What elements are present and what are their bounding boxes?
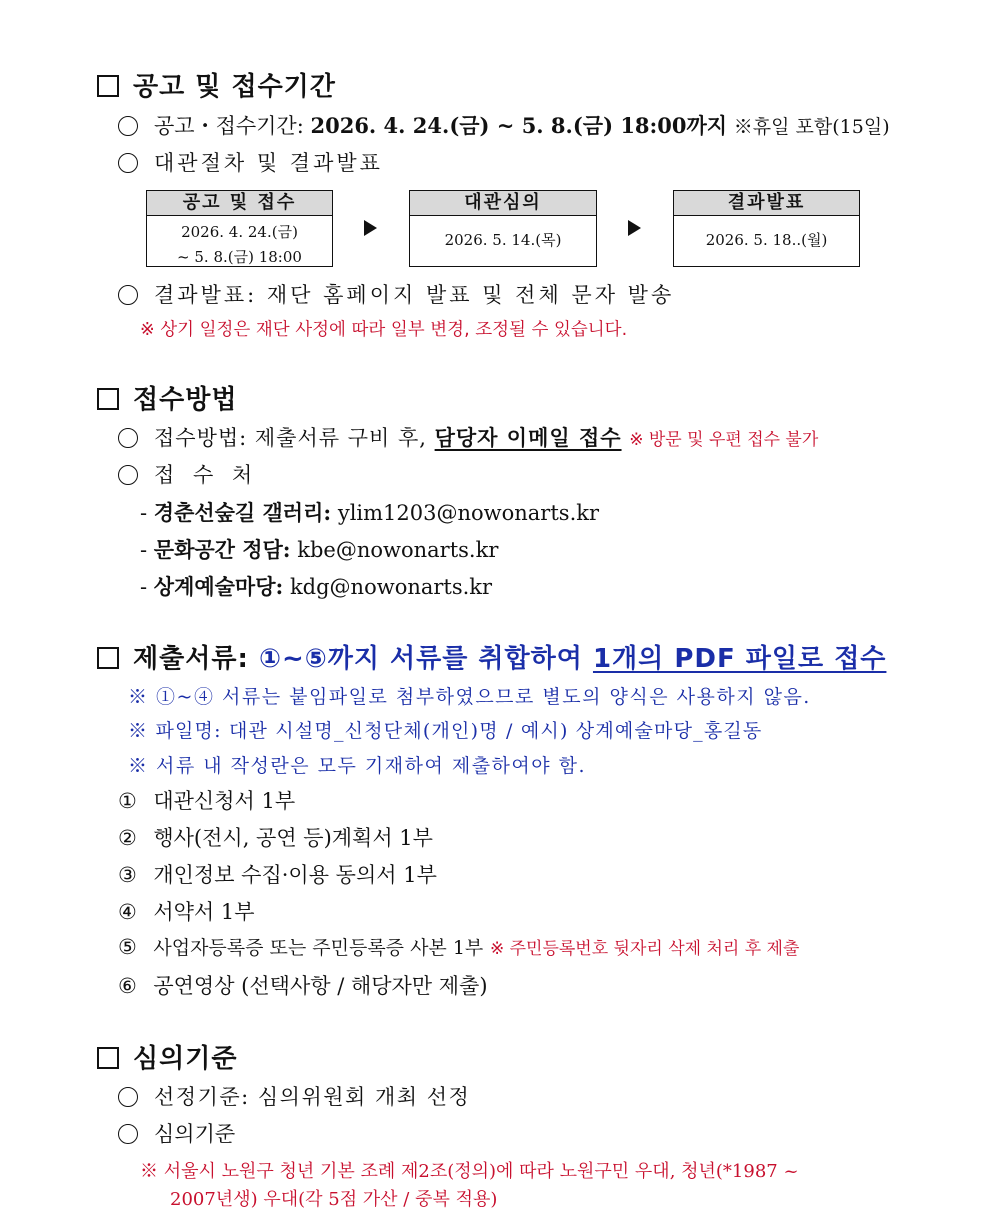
doc-text: 사업자등록증 또는 주민등록증 사본 1부 [153,937,484,959]
recipient-email[interactable]: kbe@nowonarts.kr [297,538,499,562]
section-heading-criteria [97,1038,237,1075]
arrow-right-icon [364,220,377,236]
section-heading-documents [97,638,886,675]
circle-bullet-icon [118,116,138,136]
recipient-name: 경춘선숲길 갤러리: [153,500,332,525]
circle-bullet-icon [118,153,138,173]
period-label: 공고・접수기간: [154,114,304,138]
doc-number: ⑤ [118,935,137,959]
flow-box-title: 대관심의 [410,191,596,216]
method-emphasis: 담당자 이메일 접수 [434,425,622,450]
doc-number: ⑥ [118,974,137,998]
circle-bullet-icon [118,1124,138,1144]
period-line [118,110,890,140]
recipient-item: - 문화공간 정담: kbe@nowonarts.kr [140,537,499,562]
checkbox-square-icon [97,647,119,669]
doc-item [118,933,799,960]
flow-box-date: 2026. 5. 18..(월) [705,231,828,249]
recipient-name: 문화공간 정담: [153,537,291,562]
recipient-item: - 경춘선숲길 갤러리: ylim1203@nowonarts.kr [140,500,600,525]
flow-box-date: 2026. 5. 14.(목) [444,231,562,249]
doc-item [118,822,433,852]
circle-bullet-icon [118,428,138,448]
doc-note: ※ ①~④ 서류는 붙임파일로 첨부하였으므로 별도의 양식은 사용하지 않음. [128,686,811,708]
section-title: 제출서류: [133,644,249,674]
criteria-note-cont: 2007년생) 우대(각 5점 가산 / 중복 적용) [170,1189,498,1210]
doc-item [118,859,437,889]
section-title: 심의기준 [133,1044,238,1074]
doc-text: 서약서 1부 [153,900,255,924]
result-text: 결과발표: 재단 홈페이지 발표 및 전체 문자 발송 [154,283,675,307]
doc-item [118,970,488,1000]
method-label: 접수방법: 제출서류 구비 후, [154,426,427,450]
recipients-line [118,459,258,489]
doc-number: ② [118,826,137,850]
doc-text: 개인정보 수집·이용 동의서 1부 [153,863,437,887]
section-heading-period [97,66,336,103]
checkbox-square-icon [97,75,119,97]
process-label: 대관절차 및 결과발표 [154,151,383,175]
checkbox-square-icon [97,1047,119,1069]
period-value: 2026. 4. 24.(금) ~ 5. 8.(금) 18:00까지 [310,113,728,138]
circle-bullet-icon [118,1087,138,1107]
schedule-note: ※ 상기 일정은 재단 사정에 따라 일부 변경, 조정될 수 있습니다. [140,320,628,340]
method-note: ※ 방문 및 우편 접수 불가 [629,430,819,450]
method-line [118,422,818,452]
criteria-text: 선정기준: 심의위원회 개최 선정 [154,1085,471,1109]
flow-box-announce [146,190,333,267]
doc-note-red: ※ 주민등록번호 뒷자리 삭제 처리 후 제출 [489,939,800,959]
period-note: ※휴일 포함(15일) [733,116,890,138]
criteria-text: 심의기준 [154,1122,236,1146]
flow-box-result [673,190,860,267]
recipient-name: 상계예술마당: [153,574,284,599]
doc-text: 대관신청서 1부 [153,789,296,813]
criteria-line [118,1118,235,1148]
section-title: 접수방법 [133,385,238,415]
recipient-item: - 상계예술마당: kdg@nowonarts.kr [140,574,493,599]
flow-box-date-start: 2026. 4. 24.(금) [181,223,298,241]
doc-number: ④ [118,900,137,924]
flow-box-title: 공고 및 접수 [147,191,332,216]
recipients-label: 접 수 처 [154,463,259,487]
circle-bullet-icon [118,285,138,305]
recipient-email[interactable]: kdg@nowonarts.kr [289,575,493,599]
criteria-note: ※ 서울시 노원구 청년 기본 조례 제2조(정의)에 따라 노원구민 우대, 청년(*1987 ~ [140,1161,799,1182]
flow-box-review [409,190,597,267]
result-line [118,279,674,309]
criteria-line [118,1081,470,1111]
flow-box-title: 결과발표 [674,191,859,216]
doc-text: 공연영상 (선택사항 / 해당자만 제출) [153,974,488,998]
section-title: 공고 및 접수기간 [133,72,336,102]
checkbox-square-icon [97,388,119,410]
section-heading-method [97,379,237,416]
doc-note: ※ 서류 내 작성란은 모두 기재하여 제출하여야 함. [128,755,587,777]
doc-text: 행사(전시, 공연 등)계획서 1부 [153,826,433,850]
doc-number: ① [118,789,137,813]
circle-bullet-icon [118,465,138,485]
doc-item [118,785,295,815]
section-title-underlined: 1개의 PDF 파일로 접수 [592,644,887,674]
process-line [118,147,383,177]
recipient-email[interactable]: ylim1203@nowonarts.kr [337,501,600,525]
section-title-mid: ①~⑤까지 서류를 취합하여 [258,644,583,674]
doc-note: ※ 파일명: 대관 시설명_신청단체(개인)명 / 예시) 상계예술마당_홍길동 [128,720,763,742]
arrow-right-icon [628,220,641,236]
flow-box-date-end: ~ 5. 8.(금) 18:00 [177,248,302,266]
doc-item [118,896,255,926]
doc-number: ③ [118,863,137,887]
